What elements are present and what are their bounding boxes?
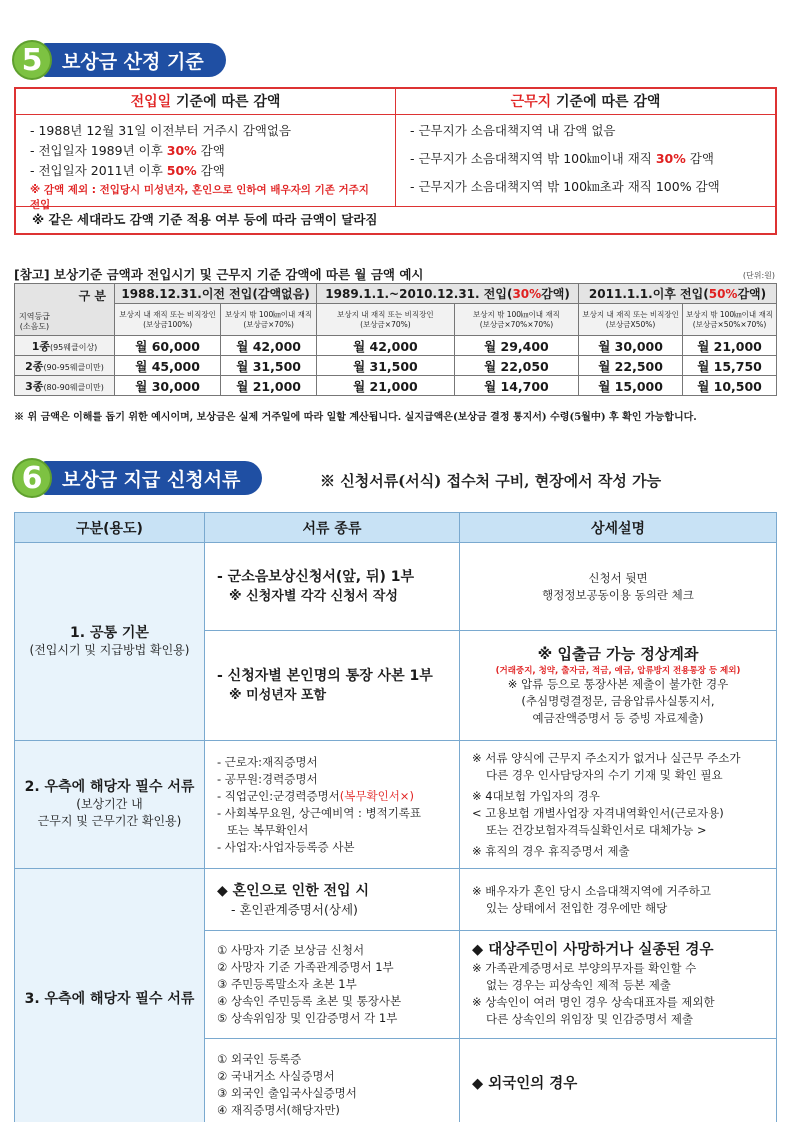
sub-header: 보상지 내 재직 또는 비직장인 (보상금×70%) (317, 304, 455, 336)
sub-header: 보상지 내 재직 또는 비직장인 (보상금100%) (115, 304, 221, 336)
unit-label: (단위:원) (742, 271, 775, 280)
reduction-criteria-box (14, 87, 777, 235)
col-group-label: 구 분 (78, 289, 106, 303)
category-workplace: 2. 우측에 해당자 필수 서류 (보상기간 내 근무지 및 근무기간 확인용) (15, 741, 205, 869)
period-header-3: 2011.1.1.이후 전입(50%감액) (579, 284, 777, 304)
workplace-header: 근무지 기준에 따른 감액 (510, 94, 661, 110)
reference-title: [참고] 보상기준 금액과 전입시기 및 근무지 기준 감액에 따른 월 금액 예시 (14, 267, 424, 282)
category-common: 1. 공통 기본 (전입시기 및 지급방법 확인용) (15, 543, 205, 741)
sub-header: 보상지 밖 100㎞이내 재직 (보상금×70%) (221, 304, 317, 336)
reference-footnote: ※ 위 금액은 이해를 돕기 위한 예시이며, 보상금은 실제 거주일에 따라 일할 계산됩니다. 실지급액은(보상금 결정 통지서) 수령(5월中) 후 확인 가능합니다. (14, 412, 697, 423)
sub-header: 보상지 밖 100㎞이내 재직 (보상금×50%×70%) (683, 304, 777, 336)
reduction-exclusion-note: ※ 감액 제외 : 전입당시 미성년자, 혼인으로 인하여 배우자의 기존 거주지 전입 (30, 184, 369, 211)
table-row: ① 외국인 등록증 ② 국내거소 사실증명서 ③ 외국인 출입국사실증명서 ④ 재직증명서(해당자만) ◆ 외국인의 경우 (15, 1039, 777, 1122)
required-documents-table (14, 512, 777, 1122)
workplace-criteria: - 근무지가 소음대책지역 내 감액 없음 - 근무지가 소음대책지역 밖 100㎞이내 재직 30% 감액 - 근무지가 소음대책지역 밖 100㎞초과 재직 100% 감액 (410, 123, 720, 194)
section5-title: 보상금 산정 기준 (42, 43, 226, 77)
monthly-amount-table (14, 283, 777, 396)
table-row: 2. 우측에 해당자 필수 서류 (보상기간 내 근무지 및 근무기간 확인용) - 근로자:재직증명서 - 공무원:경력증명서 - 직업군인:군경력증명서(복무확인서×) - 사회복무요원, 상근예비역 : 병적기록표 또는 복무확인서 - 사업자:사업자등록증 사본 ※ 서류 양식에 근무지 주소지가 없거나 실근무 주소가 다른 경우 인사담당자의 수기 기재 및 확인 필요 ※ 4대보험 가입자의 경우 < 고용보험 개별사업장 자격내역확인서(근로자용) 또는 건강보험자격득실확인서로 대체가능 > ※ 휴직의 경우 휴직증명서 제출 (15, 741, 777, 869)
table-row: ① 사망자 기준 보상금 신청서 ② 사망자 기준 가족관계증명서 1부 ③ 주민등록말소자 초본 1부 ④ 상속인 주민등록 초본 및 통장사본 ⑤ 상속위임장 및 인감증명서 각 1부 ◆ 대상주민이 사망하거나 실종된 경우 ※ 가족관계증명서로 부양의무자를 확인할 수 없는 경우는 피상속인 제적 등본 제출 ※ 상속인이 여러 명인 경우 상속대표자를 제외한 다른 상속인의 위임장 및 인감증명서 제출 (15, 931, 777, 1039)
sub-header: 보상지 내 재직 또는 비직장인 (보상금X50%) (579, 304, 683, 336)
residence-header: 전입일 기준에 따른 감액 (16, 89, 396, 114)
period-header-2: 1989.1.1.~2010.12.31. 전입(30%감액) (317, 284, 579, 304)
sub-header: 보상지 밖 100㎞이내 재직 (보상금×70%×70%) (454, 304, 578, 336)
table-row: - 신청자별 본인명의 통장 사본 1부 ※ 미성년자 포함 ※ 입출금 가능 정상계좌 (거래중지, 청약, 출자금, 적금, 예금, 압류방지 전용통장 등 제외) ※ 압류 등으로 통장사본 제출이 불가한 경우 (추심명령결정문, 금융압류사실통지서, 예금잔액증명서 등 증빙 자료제출) (15, 631, 777, 741)
row-group-label: 지역등급 (소음도) (19, 312, 50, 331)
section5-header (12, 40, 226, 80)
table-row: 1종(95웨클이상) 월 60,000 월 42,000 월 42,000 월 29,400 월 30,000 월 21,000 (15, 336, 777, 356)
header-category: 구분(용도) (15, 513, 205, 543)
household-note: ※ 같은 세대라도 감액 기준 적용 여부 등에 따라 금액이 달라짐 (32, 212, 378, 227)
table-row: 2종(90-95웨클미만) 월 45,000 월 31,500 월 31,500 월 22,050 월 22,500 월 15,750 (15, 356, 777, 376)
residence-criteria: - 1988년 12월 31일 이전부터 거주시 감액없음 - 전입일자 1989년 이후 30% 감액 - 전입일자 2011년 이후 50% 감액 ※ 감액 제외 : 전입당시 미성년자, 혼인으로 인하여 배우자의 기존 거주지 전입 (16, 115, 396, 206)
category-special: 3. 우측에 해당자 필수 서류 (15, 869, 205, 1122)
table-row: 3. 우측에 해당자 필수 서류 ◆ 혼인으로 인한 전입 시 - 혼인관계증명서(상세) ※ 배우자가 혼인 당시 소음대책지역에 거주하고 있는 상태에서 전입한 경우에만 해당 (15, 869, 777, 931)
section6-number: 6 (12, 458, 52, 498)
section6-header (12, 458, 262, 498)
section6-title: 보상금 지급 신청서류 (42, 461, 262, 495)
header-document: 서류 종류 (205, 513, 460, 543)
table-row: 3종(80-90웨클미만) 월 30,000 월 21,000 월 21,000 월 14,700 월 15,000 월 10,500 (15, 376, 777, 396)
header-detail: 상세설명 (460, 513, 777, 543)
section5-number: 5 (12, 40, 52, 80)
period-header-1: 1988.12.31.이전 전입(감액없음) (115, 284, 317, 304)
section6-note: ※ 신청서류(서식) 접수처 구비, 현장에서 작성 가능 (320, 472, 662, 490)
table-row: 1. 공통 기본 (전입시기 및 지급방법 확인용) - 군소음보상신청서(앞, 뒤) 1부 ※ 신청자별 각각 신청서 작성 신청서 뒷면 행정정보공동이용 동의란 체크 (15, 543, 777, 631)
